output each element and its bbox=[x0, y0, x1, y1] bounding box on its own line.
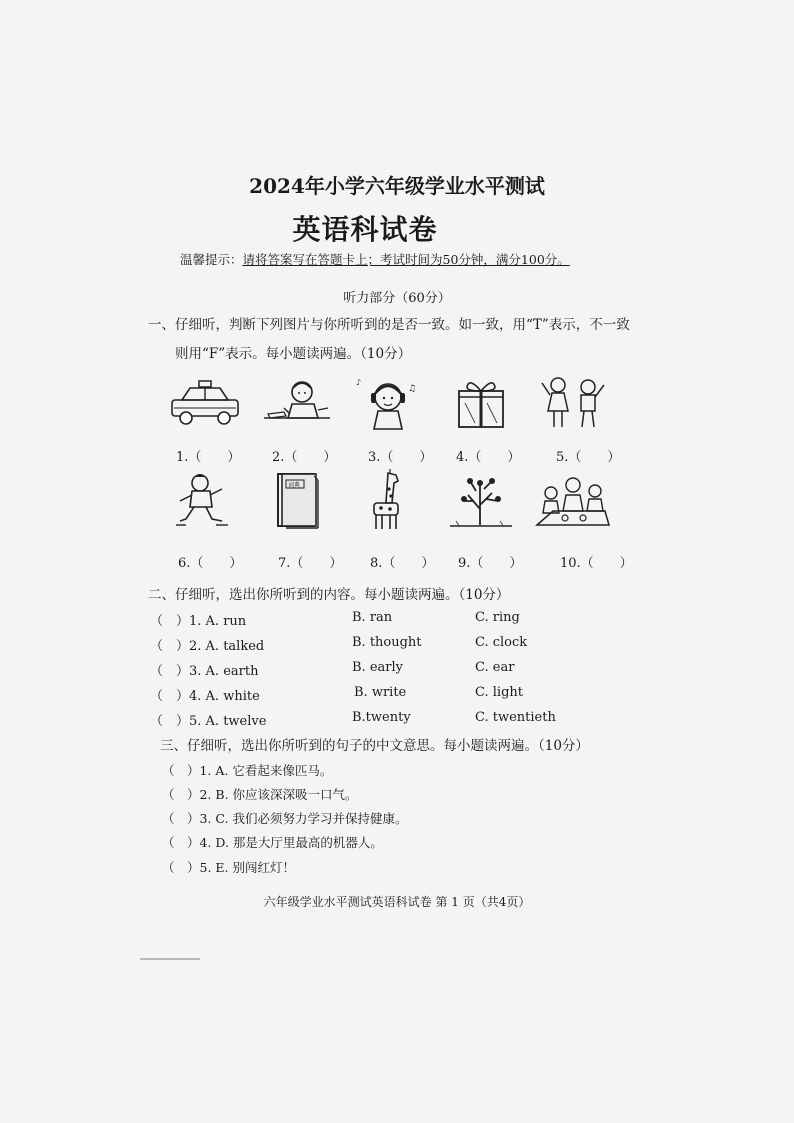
book-label: 词典 bbox=[288, 482, 301, 489]
picture-answer-3[interactable]: 3.（ ） bbox=[368, 450, 433, 465]
exam-tip bbox=[180, 250, 570, 268]
tree-icon bbox=[441, 468, 521, 534]
part2-q2-option-b[interactable]: B. thought bbox=[352, 635, 422, 650]
part3-item-1[interactable]: （ ）1. A. 它看起来像匹马。 bbox=[162, 763, 333, 778]
part2-q3-option-c[interactable]: C. ear bbox=[475, 660, 515, 675]
picture-answer-10[interactable]: 10.（ ） bbox=[560, 556, 633, 571]
part2-q4-option-c[interactable]: C. light bbox=[475, 685, 523, 700]
picture-answer-5[interactable]: 5.（ ） bbox=[556, 450, 621, 465]
giraffe-icon bbox=[349, 468, 429, 534]
girl-headphones-icon bbox=[349, 370, 429, 436]
picture-answer-8[interactable]: 8.（ ） bbox=[370, 556, 435, 571]
part3-item-2[interactable]: （ ）2. B. 你应该深深吸一口气。 bbox=[162, 787, 358, 802]
part2-q2-option-a[interactable]: （ ）2. A. talked bbox=[150, 639, 265, 654]
exam-title: 2024年小学六年级学业水平测试 bbox=[249, 174, 545, 198]
picture-answer-2[interactable]: 2.（ ） bbox=[272, 450, 337, 465]
part3-item-4[interactable]: （ ）4. D. 那是大厅里最高的机器人。 bbox=[162, 835, 383, 850]
gift-box-icon bbox=[441, 370, 521, 436]
part2-q5-option-c[interactable]: C. twentieth bbox=[475, 710, 556, 725]
picture-answer-1[interactable]: 1.（ ） bbox=[176, 450, 241, 465]
svg-text:♪: ♪ bbox=[356, 378, 362, 387]
part3-instruction: 三、仔细听，选出你所听到的句子的中文意思。每小题读两遍。（10分） bbox=[160, 738, 589, 754]
part2-q3-option-a[interactable]: （ ）3. A. earth bbox=[150, 664, 259, 679]
book-icon bbox=[257, 468, 337, 534]
picture-row-2 bbox=[165, 468, 613, 534]
part2-q4-option-a[interactable]: （ ）4. A. white bbox=[150, 689, 260, 704]
picture-row-1 bbox=[165, 370, 613, 436]
part2-q1-option-c[interactable]: C. ring bbox=[475, 610, 520, 625]
taxi-icon bbox=[165, 370, 245, 436]
part2-q4-option-b[interactable]: B. write bbox=[354, 685, 407, 700]
listening-section-heading: 听力部分（60分） bbox=[343, 291, 451, 306]
part2-q5-option-b[interactable]: B.twenty bbox=[352, 710, 411, 725]
part2-instruction: 二、仔细听，选出你所听到的内容。每小题读两遍。（10分） bbox=[148, 587, 510, 603]
part1-instruction-line1: 一、仔细听，判断下列图片与你所听到的是否一致。如一致，用“T”表示，不一致 bbox=[148, 317, 630, 333]
picture-answer-6[interactable]: 6.（ ） bbox=[178, 556, 243, 571]
part2-q1-option-b[interactable]: B. ran bbox=[352, 610, 393, 625]
part3-item-3[interactable]: （ ）3. C. 我们必须努力学习并保持健康。 bbox=[162, 811, 408, 826]
part2-q5-option-a[interactable]: （ ）5. A. twelve bbox=[150, 714, 267, 729]
scan-mark bbox=[140, 958, 200, 960]
part2-q1-option-a[interactable]: （ ）1. A. run bbox=[150, 614, 247, 629]
page-footer: 六年级学业水平测试英语科试卷 第 1 页（共4页） bbox=[263, 895, 531, 909]
skating-child-icon bbox=[165, 468, 245, 534]
tip-label: 温馨提示： bbox=[180, 252, 243, 267]
picture-answer-9[interactable]: 9.（ ） bbox=[458, 556, 523, 571]
svg-text:♫: ♫ bbox=[408, 384, 417, 394]
picture-answer-7[interactable]: 7.（ ） bbox=[278, 556, 343, 571]
tip-text: 请将答案写在答题卡上；考试时间为50分钟，满分100分。 bbox=[242, 252, 570, 267]
exam-subject-title: 英语科试卷 bbox=[292, 213, 438, 246]
picnic-family-icon bbox=[533, 468, 613, 534]
part3-item-5[interactable]: （ ）5. E. 别闯红灯！ bbox=[162, 860, 295, 875]
part2-q3-option-b[interactable]: B. early bbox=[352, 660, 403, 675]
two-children-icon bbox=[533, 370, 613, 436]
boy-writing-icon bbox=[257, 370, 337, 436]
part1-instruction-line2: 则用“F”表示。每小题读两遍。（10分） bbox=[175, 346, 412, 362]
part2-q2-option-c[interactable]: C. clock bbox=[475, 635, 528, 650]
picture-answer-4[interactable]: 4.（ ） bbox=[456, 450, 521, 465]
